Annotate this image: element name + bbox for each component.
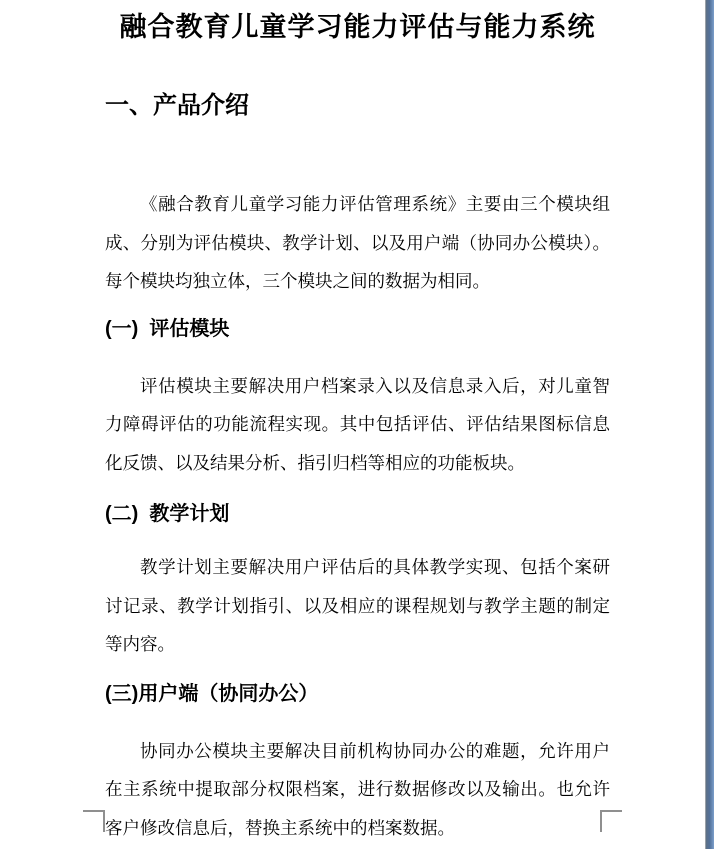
- subsection-heading-assessment-module: (一) 评估模块: [105, 317, 230, 340]
- subsection-heading-client-collaboration: (三)用户端（协同办公）: [105, 682, 319, 705]
- subsection-paragraph-teaching-plan: 教学计划主要解决用户评估后的具体教学实现、包括个案研讨记录、教学计划指引、以及相应的课程规划与教学主题的制定等内容。: [105, 557, 610, 654]
- margin-corner-mark-bottom-left: [83, 810, 105, 832]
- section-heading-product-intro: 一、产品介绍: [105, 92, 249, 119]
- subsection-paragraph-client-collaboration: 协同办公模块主要解决目前机构协同办公的难题，允许用户在主系统中提取部分权限档案，进行数据修改以及输出。也允许客户修改信息后，替换主系统中的档案数据。: [105, 740, 610, 838]
- intro-paragraph: 《融合教育儿童学习能力评估管理系统》主要由三个模块组成、分别为评估模块、教学计划、以及用户端（协同办公模块）。每个模块均独立体，三个模块之间的数据为相同。: [105, 194, 610, 291]
- subsection-heading-teaching-plan: (二) 教学计划: [105, 503, 230, 525]
- text-column: [105, 0, 610, 847]
- margin-corner-mark-bottom-right: [600, 810, 622, 832]
- document-title: 融合教育儿童学习能力评估与能力系统: [119, 12, 596, 42]
- window-edge-bar: [705, 0, 714, 849]
- subsection-paragraph-assessment-module: 评估模块主要解决用户档案录入以及信息录入后，对儿童智力障碍评估的功能流程实现。其中包括评估、评估结果图标信息化反馈、以及结果分析、指引归档等相应的功能板块。: [105, 375, 610, 473]
